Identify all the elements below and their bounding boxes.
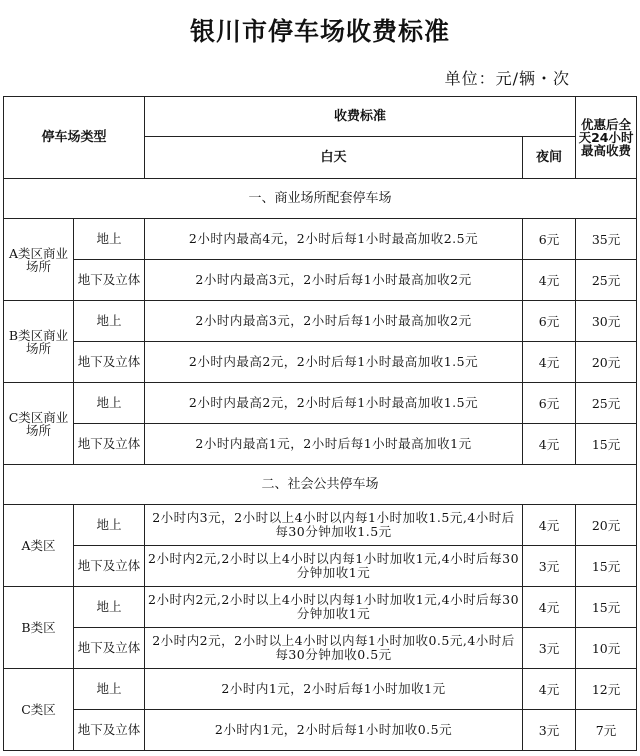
zone-name: C类区 xyxy=(4,669,74,751)
header-standard: 收费标准 xyxy=(145,97,576,137)
max-fee: 25元 xyxy=(576,383,637,424)
day-fee: 2小时内2元,2小时以上4小时以内每1小时加收1元,4小时后每30分钟加收1元 xyxy=(145,587,523,628)
day-fee: 2小时内最高4元，2小时后每1小时最高加收2.5元 xyxy=(145,219,523,260)
night-fee: 4元 xyxy=(523,669,576,710)
night-fee: 6元 xyxy=(523,301,576,342)
table-row xyxy=(4,424,637,465)
max-fee: 10元 xyxy=(576,628,637,669)
parking-type: 地上 xyxy=(74,587,145,628)
day-fee: 2小时内最高1元，2小时后每1小时最高加收1元 xyxy=(145,424,523,465)
parking-type: 地下及立体 xyxy=(74,342,145,383)
parking-type: 地下及立体 xyxy=(74,628,145,669)
day-fee: 2小时内1元，2小时后每1小时加收0.5元 xyxy=(145,710,523,751)
max-fee: 15元 xyxy=(576,587,637,628)
max-fee: 20元 xyxy=(576,342,637,383)
zone-name: B类区商业场所 xyxy=(4,301,74,383)
header-night: 夜间 xyxy=(523,137,576,179)
table-row xyxy=(4,342,637,383)
night-fee: 4元 xyxy=(523,505,576,546)
night-fee: 6元 xyxy=(523,219,576,260)
table-row xyxy=(4,383,637,424)
parking-type: 地下及立体 xyxy=(74,546,145,587)
header-max: 优惠后全天24小时最高收费 xyxy=(576,97,637,179)
parking-type: 地上 xyxy=(74,505,145,546)
table-row xyxy=(4,628,637,669)
night-fee: 6元 xyxy=(523,383,576,424)
table-row xyxy=(4,219,637,260)
day-fee: 2小时内最高3元，2小时后每1小时最高加收2元 xyxy=(145,301,523,342)
day-fee: 2小时内最高2元，2小时后每1小时最高加收1.5元 xyxy=(145,342,523,383)
night-fee: 4元 xyxy=(523,424,576,465)
table-row xyxy=(4,710,637,751)
day-fee: 2小时内1元，2小时后每1小时加收1元 xyxy=(145,669,523,710)
header-type: 停车场类型 xyxy=(4,97,145,179)
night-fee: 3元 xyxy=(523,628,576,669)
max-fee: 20元 xyxy=(576,505,637,546)
max-fee: 30元 xyxy=(576,301,637,342)
section-title: 二、社会公共停车场 xyxy=(4,465,637,505)
table-row xyxy=(4,260,637,301)
zone-name: C类区商业场所 xyxy=(4,383,74,465)
max-fee: 15元 xyxy=(576,546,637,587)
max-fee: 7元 xyxy=(576,710,637,751)
table-row xyxy=(4,301,637,342)
max-fee: 15元 xyxy=(576,424,637,465)
fee-table xyxy=(3,96,637,751)
night-fee: 3元 xyxy=(523,710,576,751)
parking-type: 地下及立体 xyxy=(74,710,145,751)
parking-type: 地下及立体 xyxy=(74,424,145,465)
page-title: 银川市停车场收费标准 xyxy=(189,17,450,46)
parking-type: 地上 xyxy=(74,219,145,260)
header-day: 白天 xyxy=(145,137,523,179)
table-row xyxy=(4,587,637,628)
parking-type: 地上 xyxy=(74,669,145,710)
night-fee: 4元 xyxy=(523,587,576,628)
max-fee: 25元 xyxy=(576,260,637,301)
table-row xyxy=(4,505,637,546)
max-fee: 35元 xyxy=(576,219,637,260)
night-fee: 3元 xyxy=(523,546,576,587)
parking-type: 地上 xyxy=(74,383,145,424)
zone-name: A类区商业场所 xyxy=(4,219,74,301)
section-title: 一、商业场所配套停车场 xyxy=(4,179,637,219)
zone-name: A类区 xyxy=(4,505,74,587)
zone-name: B类区 xyxy=(4,587,74,669)
day-fee: 2小时内最高2元，2小时后每1小时最高加收1.5元 xyxy=(145,383,523,424)
table-row xyxy=(4,546,637,587)
day-fee: 2小时内2元,2小时以上4小时以内每1小时加收1元,4小时后每30分钟加收1元 xyxy=(145,546,523,587)
night-fee: 4元 xyxy=(523,342,576,383)
night-fee: 4元 xyxy=(523,260,576,301)
max-fee: 12元 xyxy=(576,669,637,710)
day-fee: 2小时内2元，2小时以上4小时以内每1小时加收0.5元,4小时后每30分钟加收0.5元 xyxy=(145,628,523,669)
table-row xyxy=(4,669,637,710)
day-fee: 2小时内最高3元，2小时后每1小时最高加收2元 xyxy=(145,260,523,301)
day-fee: 2小时内3元，2小时以上4小时以内每1小时加收1.5元,4小时后每30分钟加收1.5元 xyxy=(145,505,523,546)
unit-label: 单位：元/辆・次 xyxy=(444,69,570,88)
parking-type: 地下及立体 xyxy=(74,260,145,301)
parking-type: 地上 xyxy=(74,301,145,342)
